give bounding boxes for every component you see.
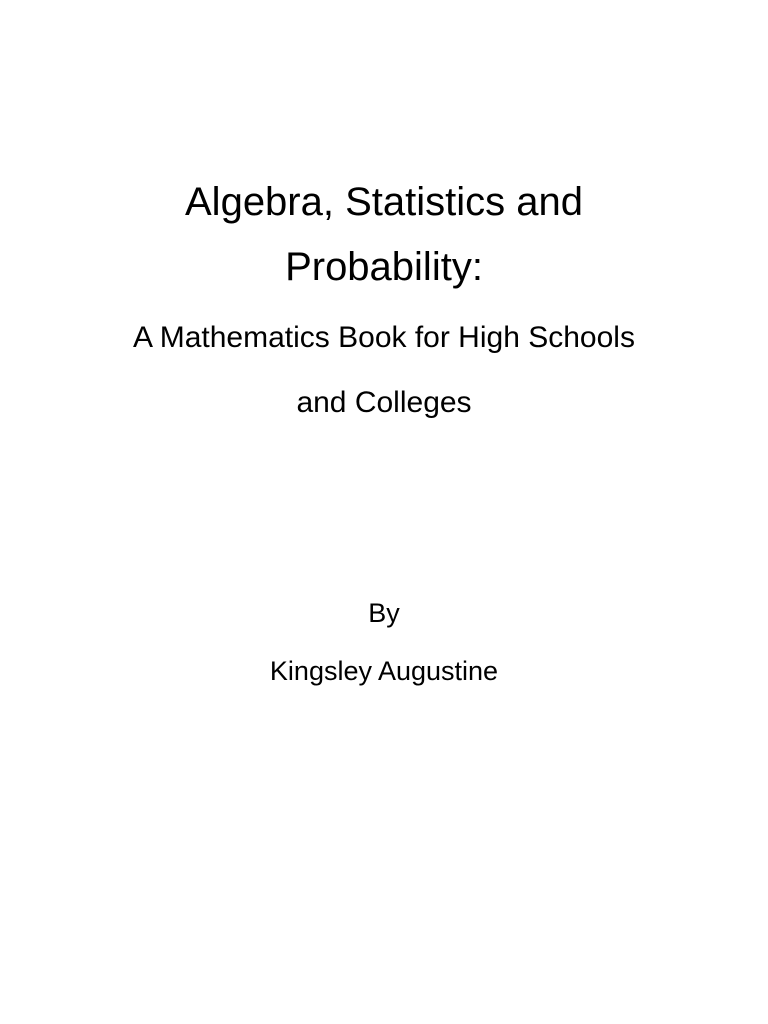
by-label: By [368,598,400,628]
book-title-line-2: Probability: [285,245,483,289]
author-name: Kingsley Augustine [269,656,499,686]
book-subtitle-line-1: A Mathematics Book for High Schools [133,321,635,354]
book-subtitle-line-2: and Colleges [296,386,472,419]
book-title-line-1: Algebra, Statistics and [185,180,583,224]
